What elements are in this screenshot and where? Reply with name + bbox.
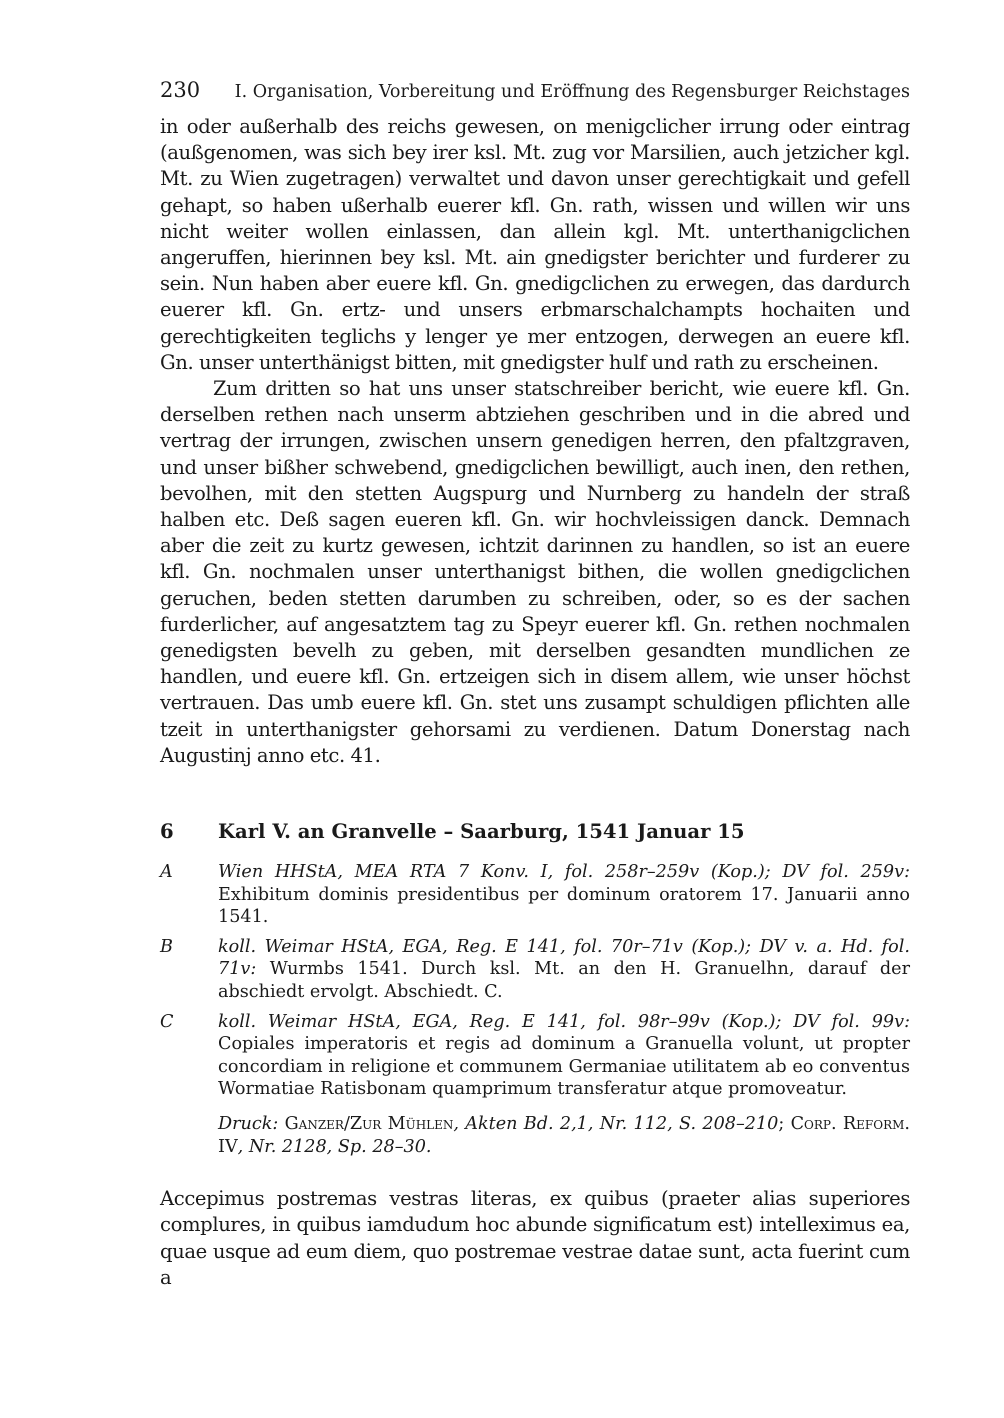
druck-separator: ; — [778, 1114, 791, 1135]
document-heading — [160, 819, 910, 845]
document-number: 6 — [160, 820, 174, 844]
source-note: Exhibitum dominis presidentibus per dominum oratorem 17. Januarii anno 1541. — [218, 884, 910, 928]
source-letter: C — [160, 1011, 174, 1032]
source-reference: koll. Weimar HStA, EGA, Reg. E 141, fol. 98r–99v (Kop.); DV fol. 99v: — [218, 1011, 910, 1032]
page-number: 230 — [160, 78, 201, 102]
druck-volume: IV — [218, 1136, 238, 1157]
source-entry — [160, 1011, 910, 1101]
paragraph: Zum dritten so hat uns unser statschreiber bericht, wie euere kfl. Gn. derselben rethen nach unserm abtziehen geschriben und in die abred und vertrag der irrungen, zwischen unsern genedigen herren, den pfaltzgraven, und unser bißher schwebend, gnedigclichen bewilligt, auch inen, den rethen, bevolhen, mit den stetten Augspurg und Nurnberg zu handeln der straß halben etc. Deß sagen eueren kfl. Gn. wir hochvleissigen danck. Demnach aber die zeit zu kurtz gewesen, ichtzit darinnen zu handlen, so ist an euere kfl. Gn. nochmalen unser unterthanigst bithen, die wollen gnedigclichen geruchen, beden stetten darumben zu schreiben, oder, so es der sachen furderlicher, auf angesatztem tag zu Speyr euerer kfl. Gn. rethen nochmalen genedigsten bevelh zu geben, mit derselben gesandten mundlichen ze handlen, und euere kfl. Gn. ertzeigen sich in disem allem, wie unser höchst vertrauen. Das umb euere kfl. Gn. stet uns zusampt schuldigen pflichten alle tzeit in unterthanigster gehorsami zu verdienen. Datum Donerstag nach Augustinj anno etc. 41. — [160, 377, 910, 767]
document-title: Karl V. an Granvelle – Saarburg, 1541 Januar 15 — [218, 820, 745, 844]
document-text — [160, 1186, 910, 1291]
source-list — [160, 861, 910, 1158]
source-reference: koll. Weimar HStA, EGA, Reg. E 141, fol. 70r–71v (Kop.); DV v. a. Hd. fol. 71v: — [218, 936, 910, 980]
source-entry — [160, 861, 910, 929]
druck-reference: , Nr. 2128, Sp. 28–30. — [237, 1136, 432, 1157]
druck-author: Corp. Reform. — [790, 1114, 910, 1135]
source-text — [218, 936, 910, 1004]
running-title: I. Organisation, Vorbereitung und Eröffnung des Regensburger Reichstages — [234, 82, 910, 102]
paragraph: Accepimus postremas vestras literas, ex quibus (praeter alias superiores complures, in quibus iamdudum hoc abunde significatum est) intelleximus ea, quae usque ad eum diem, quo postremae vestrae datae sunt, acta fuerint cum a — [160, 1187, 910, 1289]
druck-author: Ganzer/Zur Mühlen — [284, 1114, 454, 1135]
source-text — [218, 1011, 910, 1101]
druck-label: Druck: — [218, 1114, 279, 1135]
source-letter: B — [160, 936, 173, 957]
source-note: Copiales imperatoris et regis ad dominum a Granuella volunt, ut propter concordiam in religione et communem Germaniae utilitatem ab eo conventus Wormatiae Ratisbonam quamprimum transferatur atque promoveatur. — [218, 1034, 910, 1100]
paragraph: in oder außerhalb des reichs gewesen, on menigclicher irrung oder eintrag (außgenomen, was sich bey irer ksl. Mt. zug vor Marsilien, auch jetzicher kgl. Mt. zu Wien zugetragen) verwaltet und davon unser gerechtigkait und gefell gehapt, so haben ußerhalb euerer kfl. Gn. rath, wissen und willen wir uns nicht weiter wollen einlassen, dan allein kgl. Mt. unterthanigclichen angeruffen, hierinnen bey ksl. Mt. ain gnedigster berichter und furderer zu sein. Nun haben aber euere kfl. Gn. gnedigclichen zu erwegen, das dardurch euerer kfl. Gn. ertz- und unsers erbmarschalchampts hochaiten und gerechtigkeiten teglichs y lenger ye mer entzogen, derwegen an euere kfl. Gn. unser unterthänigst bitten, mit gnedigster hulf und rath zu erscheinen. — [160, 115, 910, 374]
druck-reference: , Akten Bd. 2,1, Nr. 112, S. 208–210 — [453, 1114, 779, 1135]
source-reference: Wien HHStA, MEA RTA 7 Konv. I, fol. 258r–259v (Kop.); DV fol. 259v: — [218, 862, 910, 883]
print-edition-note — [218, 1113, 910, 1158]
source-note: Wurmbs 1541. Durch ksl. Mt. an den H. Granuelhn, darauf der abschiedt ervolgt. Abschiedt. C. — [218, 959, 910, 1003]
source-entry — [160, 936, 910, 1004]
source-text — [218, 861, 910, 929]
continuation-text — [160, 114, 910, 769]
running-header — [160, 78, 910, 104]
document-page — [160, 78, 910, 1291]
source-letter: A — [160, 862, 173, 883]
